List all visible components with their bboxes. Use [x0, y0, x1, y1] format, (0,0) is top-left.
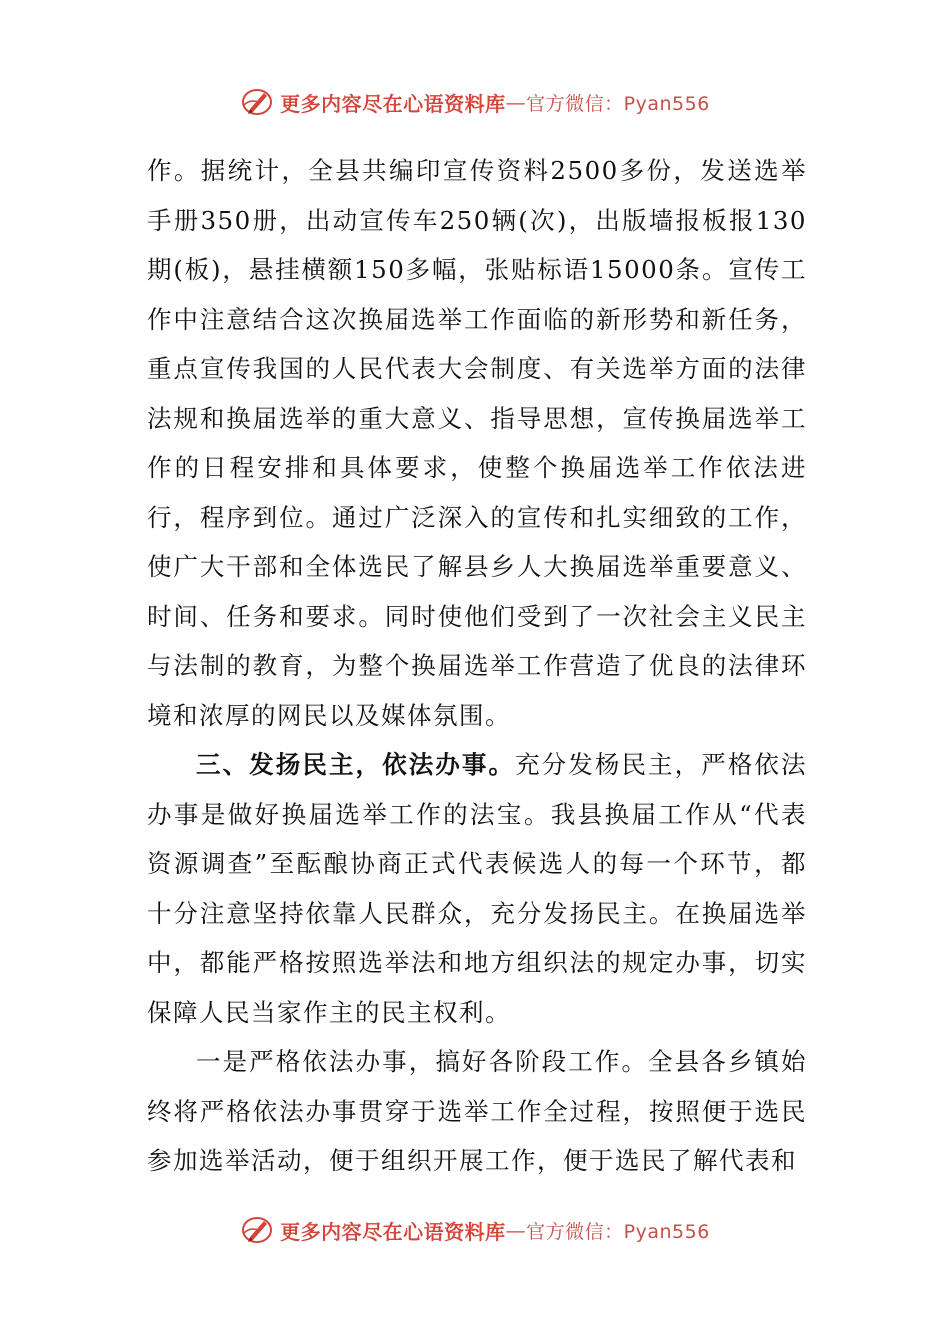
paragraph-text: 作。据统计，全县共编印宣传资料2500多份，发送选举手册350册，出动宣传车250辆(次)，出版墙报板报130期(板)，悬挂横额150多幅，张贴标语15000条。宣传工作中注意结合这次换届选举工作面临的新形势和新任务，重点宣传我国的人民代表大会制度、有关选举方面的法律法规和换届选举的重大意义、指导思想，宣传换届选举工作的日程安排和具体要求，使整个换届选举工作依法进行，程序到位。通过广泛深入的宣传和扎实细致的工作，使广大干部和全体选民了解县乡人大换届选举重要意义、时间、任务和要求。同时使他们受到了一次社会主义民主与法制的教育，为整个换届选举工作营造了优良的法律环境和浓厚的网民以及媒体氛围。 — [147, 156, 807, 730]
banner-contact-text: 官方微信：Pyan556 — [526, 92, 710, 115]
paragraph-section-three — [147, 740, 807, 1037]
pen-nib-icon — [240, 85, 274, 119]
paragraph-point-one — [147, 1037, 807, 1186]
footer-banner — [0, 1210, 950, 1250]
paragraph-text: 一是严格依法办事，搞好各阶段工作。全县各乡镇始终将严格依法办事贯穿于选举工作全过程，按照便于选民参加选举活动，便于组织开展工作，便于选民了解代表和 — [147, 1047, 807, 1175]
document-body — [147, 146, 807, 1186]
pen-nib-icon — [240, 1213, 274, 1247]
header-banner — [0, 82, 950, 122]
paragraph-continuation — [147, 146, 807, 740]
banner-contact-text: 官方微信：Pyan556 — [526, 1220, 710, 1243]
banner-brand-text: 更多内容尽在心语资料库 — [280, 1219, 506, 1244]
paragraph-text: 充分发杨民主，严格依法办事是做好换届选举工作的法宝。我县换届工作从“代表资源调查”至酝酿协商正式代表候选人的每一个环节，都十分注意坚持依靠人民群众，充分发扬民主。在换届选举中，都能严格按照选举法和地方组织法的规定办事，切实保障人民当家作主的民主权利。 — [147, 750, 808, 1027]
banner-dash: — — [505, 90, 527, 114]
banner-brand-text: 更多内容尽在心语资料库 — [280, 91, 506, 116]
banner-dash: — — [505, 1218, 527, 1242]
section-heading: 三、发扬民主，依法办事。 — [196, 750, 516, 779]
